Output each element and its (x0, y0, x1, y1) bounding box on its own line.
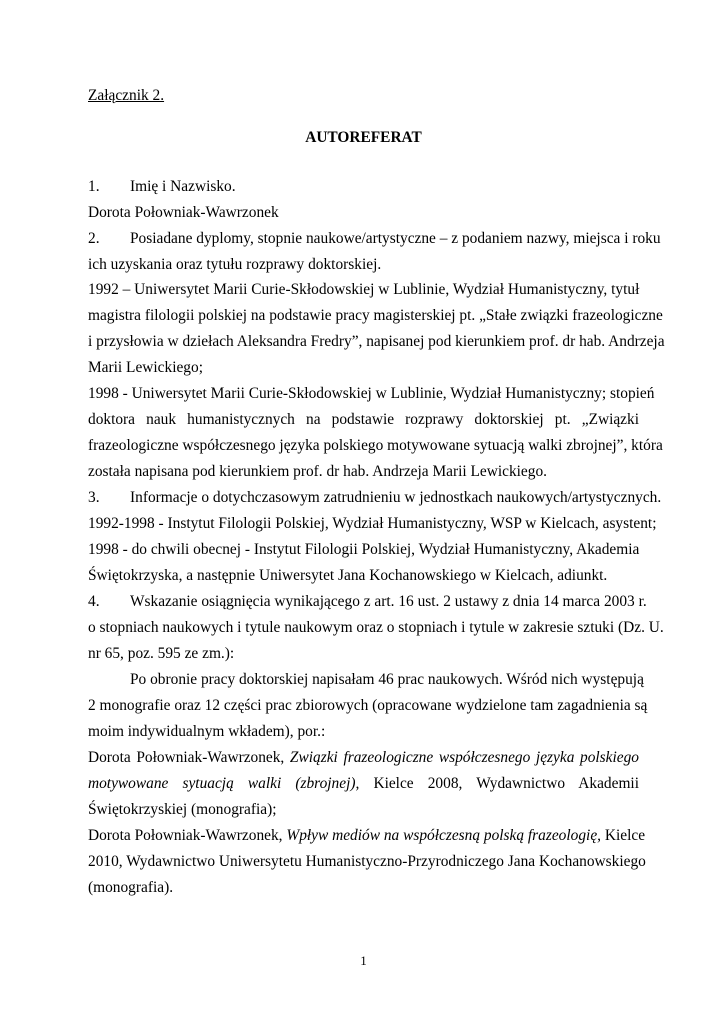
page-number: 1 (360, 953, 367, 968)
monograph-1-line-1 (88, 748, 639, 768)
item-4-line-2: o stopniach naukowych i tytule naukowym oraz o stopniach i tytule w zakresie sztuki (Dz. U. (88, 619, 664, 636)
degree-1992-line-3: i przysłowia w dziełach Aleksandra Fredry”, napisanej pod kierunkiem prof. dr hab. Andrzeja (88, 333, 665, 350)
degree-1992-line-4: Marii Lewickiego; (88, 359, 203, 376)
document-page (88, 0, 665, 1024)
item-3 (88, 488, 662, 508)
degree-1998-line-3: frazeologiczne współczesnego języka polskiego motywowane sytuacją walki zbrojnej”, która (88, 437, 663, 454)
paragraph-line-2: 2 monografie oraz 12 części prac zbiorowych (opracowane wydzielone tam zagadnienia są (88, 697, 648, 714)
monograph-2-title: Wpływ mediów na współczesną polską frazeologię, (286, 827, 602, 844)
item-1-number: 1. (88, 178, 100, 195)
monograph-1-title-b: motywowane sytuacją walki (zbrojnej), (88, 775, 360, 792)
degree-1992-line-1: 1992 – Uniwersytet Marii Curie-Skłodowskiej w Lublinie, Wydział Humanistyczny, tytuł (88, 281, 640, 298)
document-title: AUTOREFERAT (305, 129, 422, 146)
item-1 (88, 177, 639, 197)
item-4-text: Wskazanie osiągnięcia wynikającego z art. 16 ust. 2 ustawy z dnia 14 marca 2003 r. (130, 593, 647, 610)
item-3-number: 3. (88, 489, 100, 506)
degree-1998-line-1: 1998 - Uniwersytet Marii Curie-Skłodowskiej w Lublinie, Wydział Humanistyczny; stopień (88, 385, 655, 402)
item-2 (88, 229, 661, 249)
annex-label: Załącznik 2. (88, 87, 165, 104)
paragraph-line-1: Po obronie pracy doktorskiej napisałam 46 prac naukowych. Wśród nich występują (130, 671, 644, 688)
employment-1: 1992-1998 - Instytut Filologii Polskiej, Wydział Humanistyczny, WSP w Kielcach, asystent; (88, 515, 657, 532)
monograph-2-line-1 (88, 826, 646, 846)
paragraph-line-3: moim indywidualnym wkładem), por.: (88, 723, 326, 740)
monograph-1-line-3: Świętokrzyskiej (monografia); (88, 801, 277, 818)
monograph-2-line-2: 2010, Wydawnictwo Uniwersytetu Humanistyczno-Przyrodniczego Jana Kochanowskiego (88, 853, 646, 870)
author-name: Dorota Połowniak-Wawrzonek (88, 204, 279, 221)
monograph-2-publisher: Kielce (604, 827, 646, 844)
item-4-number: 4. (88, 593, 100, 610)
item-2-continuation: ich uzyskania oraz tytułu rozprawy doktorskiej. (88, 256, 382, 273)
monograph-1-line-2 (88, 774, 639, 794)
item-2-text: Posiadane dyplomy, stopnie naukowe/artystyczne – z podaniem nazwy, miejsca i roku (130, 230, 661, 247)
item-4 (88, 592, 647, 612)
item-4-line-3: nr 65, poz. 595 ze zm.): (88, 645, 235, 662)
degree-1992-line-2: magistra filologii polskiej na podstawie pracy magisterskiej pt. „Stałe związki frazeologiczne (88, 307, 663, 324)
item-3-text: Informacje o dotychczasowym zatrudnieniu w jednostkach naukowych/artystycznych. (130, 489, 662, 506)
monograph-2-line-3: (monografia). (88, 879, 174, 896)
monograph-1-title-a: Związki frazeologiczne współczesnego języka polskiego (289, 749, 639, 766)
monograph-1-publisher: Kielce 2008, Wydawnictwo Akademii (373, 775, 639, 792)
degree-1998-line-4: została napisana pod kierunkiem prof. dr hab. Andrzeja Marii Lewickiego. (88, 463, 547, 480)
employment-2-line-2: Świętokrzyska, a następnie Uniwersytet Jana Kochanowskiego w Kielcach, adiunkt. (88, 567, 608, 584)
employment-2-line-1: 1998 - do chwili obecnej - Instytut Filologii Polskiej, Wydział Humanistyczny, Akademia (88, 541, 640, 558)
item-1-text: Imię i Nazwisko. (130, 178, 236, 195)
degree-1998-line-2: doktora nauk humanistycznych na podstawie rozprawy doktorskiej pt. „Związki (88, 411, 639, 428)
item-2-number: 2. (88, 230, 100, 247)
monograph-1-author: Dorota Połowniak-Wawrzonek, (88, 749, 285, 766)
monograph-2-author: Dorota Połowniak-Wawrzonek, (88, 827, 283, 844)
